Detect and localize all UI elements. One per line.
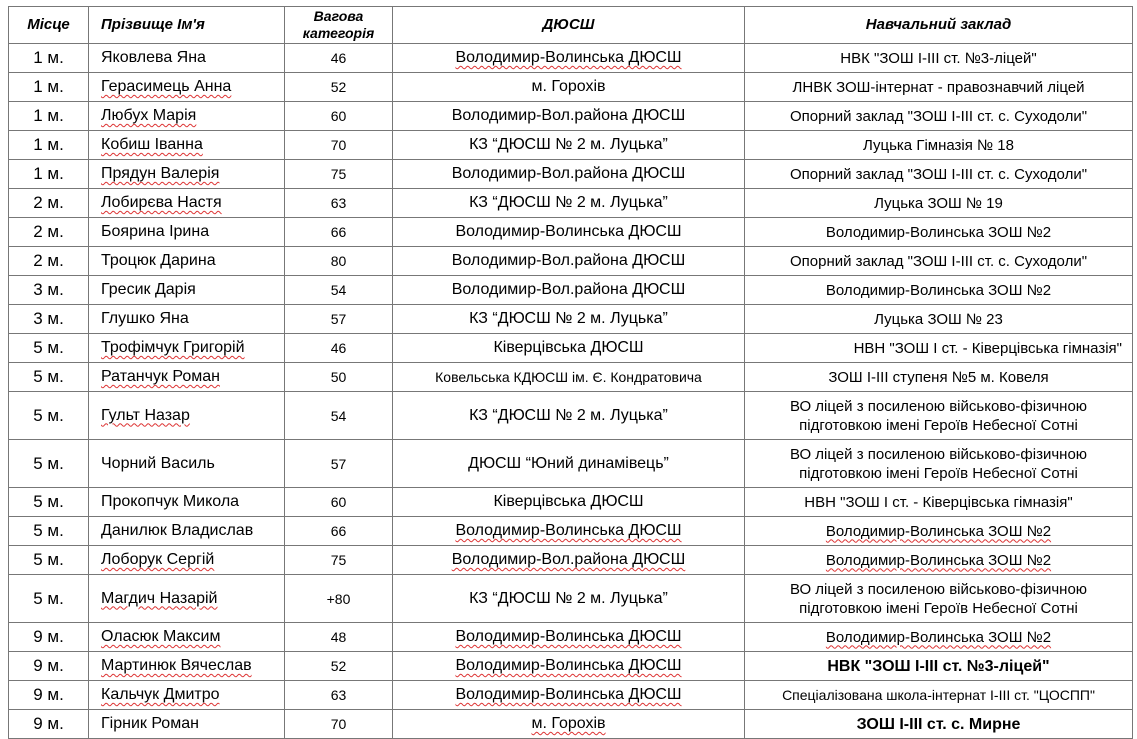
table-row bbox=[9, 102, 1133, 131]
weight-cell: 75 bbox=[285, 546, 393, 575]
weight-cell: 80 bbox=[285, 247, 393, 276]
name-cell bbox=[89, 189, 285, 218]
institution-cell: НВН "ЗОШ І ст. - Ківерцівська гімназія" bbox=[745, 334, 1133, 363]
table-row bbox=[9, 517, 1133, 546]
school-cell: Ківерцівська ДЮСШ bbox=[393, 488, 745, 517]
institution-cell bbox=[745, 517, 1133, 546]
table-row bbox=[9, 305, 1133, 334]
school-text: Володимир-Волинська ДЮСШ bbox=[455, 628, 682, 645]
school-cell: ДЮСШ “Юний динамівець” bbox=[393, 440, 745, 488]
name-cell: Боярина Ірина bbox=[89, 218, 285, 247]
name-text: Прядун Валерія bbox=[101, 165, 220, 182]
institution-cell: Опорний заклад "ЗОШ І-ІІІ ст. с. Суходоли" bbox=[745, 102, 1133, 131]
table-row bbox=[9, 392, 1133, 440]
weight-cell: 54 bbox=[285, 392, 393, 440]
weight-cell: 57 bbox=[285, 305, 393, 334]
school-cell: Ківерцівська ДЮСШ bbox=[393, 334, 745, 363]
name-cell bbox=[89, 73, 285, 102]
weight-cell: 46 bbox=[285, 44, 393, 73]
place-cell: 2 м. bbox=[9, 189, 89, 218]
place-cell: 9 м. bbox=[9, 623, 89, 652]
weight-cell: 48 bbox=[285, 623, 393, 652]
school-cell: Володимир-Волинська ДЮСШ bbox=[393, 218, 745, 247]
weight-cell: 70 bbox=[285, 131, 393, 160]
name-text: Кальчук Дмитро bbox=[101, 686, 220, 703]
name-cell: Яковлева Яна bbox=[89, 44, 285, 73]
place-cell: 5 м. bbox=[9, 517, 89, 546]
school-cell: КЗ “ДЮСШ № 2 м. Луцька” bbox=[393, 575, 745, 623]
table-row bbox=[9, 575, 1133, 623]
name-text: Магдич Назарій bbox=[101, 589, 218, 607]
table-row bbox=[9, 189, 1133, 218]
place-cell: 5 м. bbox=[9, 546, 89, 575]
name-cell: Данилюк Владислав bbox=[89, 517, 285, 546]
table-row bbox=[9, 681, 1133, 710]
name-cell: Чорний Василь bbox=[89, 440, 285, 488]
place-cell: 9 м. bbox=[9, 681, 89, 710]
weight-cell: 52 bbox=[285, 73, 393, 102]
institution-cell: ЛНВК ЗОШ-інтернат - правознавчий ліцей bbox=[745, 73, 1133, 102]
weight-cell: 63 bbox=[285, 189, 393, 218]
institution-cell: Спеціалізована школа-інтернат І-ІІІ ст. "ЦОСПП" bbox=[745, 681, 1133, 710]
table-row bbox=[9, 276, 1133, 305]
name-text: Ратанчук Роман bbox=[101, 368, 220, 385]
school-cell bbox=[393, 546, 745, 575]
institution-cell: Опорний заклад "ЗОШ І-ІІІ ст. с. Суходоли" bbox=[745, 160, 1133, 189]
school-text: Володимир-Вол.района ДЮСШ bbox=[451, 551, 686, 568]
name-cell bbox=[89, 575, 285, 623]
school-cell: Володимир-Вол.района ДЮСШ bbox=[393, 160, 745, 189]
name-cell: Прокопчук Микола bbox=[89, 488, 285, 517]
institution-cell: Володимир-Волинська ЗОШ №2 bbox=[745, 218, 1133, 247]
table-row bbox=[9, 44, 1133, 73]
header-institution: Навчальний заклад bbox=[745, 7, 1133, 44]
name-text: Кобиш Іванна bbox=[101, 136, 203, 153]
name-cell: Гресик Дарія bbox=[89, 276, 285, 305]
table-row bbox=[9, 131, 1133, 160]
institution-cell: Луцька ЗОШ № 19 bbox=[745, 189, 1133, 218]
name-cell: Троцюк Дарина bbox=[89, 247, 285, 276]
name-cell bbox=[89, 102, 285, 131]
school-cell: Володимир-Вол.района ДЮСШ bbox=[393, 276, 745, 305]
place-cell: 1 м. bbox=[9, 44, 89, 73]
results-table bbox=[8, 6, 1133, 739]
name-cell bbox=[89, 652, 285, 681]
name-cell: Гірник Роман bbox=[89, 710, 285, 739]
name-cell bbox=[89, 160, 285, 189]
table-row bbox=[9, 488, 1133, 517]
place-cell: 5 м. bbox=[9, 392, 89, 440]
table-row bbox=[9, 440, 1133, 488]
table-row bbox=[9, 710, 1133, 739]
name-cell bbox=[89, 392, 285, 440]
table-row bbox=[9, 160, 1133, 189]
name-cell bbox=[89, 681, 285, 710]
name-cell bbox=[89, 131, 285, 160]
institution-cell: НВН "ЗОШ І ст. - Ківерцівська гімназія" bbox=[745, 488, 1133, 517]
weight-cell: 60 bbox=[285, 102, 393, 131]
name-cell bbox=[89, 363, 285, 392]
weight-cell: 60 bbox=[285, 488, 393, 517]
school-cell bbox=[393, 652, 745, 681]
institution-cell bbox=[745, 546, 1133, 575]
school-text: Володимир-Волинська ДЮСШ bbox=[455, 686, 682, 703]
header-place: Місце bbox=[9, 7, 89, 44]
name-cell bbox=[89, 623, 285, 652]
place-cell: 2 м. bbox=[9, 247, 89, 276]
place-cell: 9 м. bbox=[9, 652, 89, 681]
institution-cell bbox=[745, 623, 1133, 652]
place-cell: 5 м. bbox=[9, 334, 89, 363]
institution-cell: НВК "ЗОШ І-ІІІ ст. №3-ліцей" bbox=[745, 652, 1133, 681]
weight-cell: 75 bbox=[285, 160, 393, 189]
school-cell: Ковельська КДЮСШ ім. Є. Кондратовича bbox=[393, 363, 745, 392]
name-cell: Глушко Яна bbox=[89, 305, 285, 334]
school-cell: КЗ “ДЮСШ № 2 м. Луцька” bbox=[393, 189, 745, 218]
weight-cell: 63 bbox=[285, 681, 393, 710]
table-row bbox=[9, 334, 1133, 363]
institution-text: Володимир-Волинська ЗОШ №2 bbox=[825, 522, 1052, 540]
name-text: Оласюк Максим bbox=[101, 628, 221, 645]
weight-cell: 70 bbox=[285, 710, 393, 739]
school-cell: КЗ “ДЮСШ № 2 м. Луцька” bbox=[393, 131, 745, 160]
place-cell: 5 м. bbox=[9, 575, 89, 623]
place-cell: 1 м. bbox=[9, 131, 89, 160]
school-text: Володимир-Волинська ДЮСШ bbox=[455, 657, 682, 674]
school-cell bbox=[393, 623, 745, 652]
place-cell: 3 м. bbox=[9, 305, 89, 334]
table-row bbox=[9, 652, 1133, 681]
institution-text: Володимир-Волинська ЗОШ №2 bbox=[825, 628, 1052, 646]
place-cell: 5 м. bbox=[9, 440, 89, 488]
header-row bbox=[9, 7, 1133, 44]
weight-cell: 50 bbox=[285, 363, 393, 392]
name-text: Лобирєва Настя bbox=[101, 194, 222, 211]
institution-cell: ЗОШ І-ІІІ ступеня №5 м. Ковеля bbox=[745, 363, 1133, 392]
school-cell: м. Горохів bbox=[393, 73, 745, 102]
place-cell: 9 м. bbox=[9, 710, 89, 739]
school-cell: КЗ “ДЮСШ № 2 м. Луцька” bbox=[393, 305, 745, 334]
institution-cell: Володимир-Волинська ЗОШ №2 bbox=[745, 276, 1133, 305]
place-cell: 2 м. bbox=[9, 218, 89, 247]
table-row bbox=[9, 73, 1133, 102]
institution-cell: Луцька Гімназія № 18 bbox=[745, 131, 1133, 160]
school-text: Володимир-Волинська ДЮСШ bbox=[455, 522, 682, 539]
place-cell: 3 м. bbox=[9, 276, 89, 305]
weight-cell: 46 bbox=[285, 334, 393, 363]
weight-cell: 66 bbox=[285, 218, 393, 247]
institution-cell: ВО ліцей з посиленою військово-фізичною підготовкою імені Героїв Небесної Сотні bbox=[745, 575, 1133, 623]
institution-cell: ЗОШ І-ІІІ ст. с. Мирне bbox=[745, 710, 1133, 739]
name-cell bbox=[89, 334, 285, 363]
place-cell: 1 м. bbox=[9, 160, 89, 189]
name-text: Любух Марія bbox=[101, 107, 197, 124]
institution-cell: ВО ліцей з посиленою військово-фізичною підготовкою імені Героїв Небесної Сотні bbox=[745, 392, 1133, 440]
school-cell bbox=[393, 517, 745, 546]
name-cell bbox=[89, 546, 285, 575]
school-text: м. Горохів bbox=[531, 715, 606, 732]
institution-cell: ВО ліцей з посиленою військово-фізичною підготовкою імені Героїв Небесної Сотні bbox=[745, 440, 1133, 488]
place-cell: 5 м. bbox=[9, 488, 89, 517]
table-row bbox=[9, 546, 1133, 575]
name-text: Мартинюк Вячеслав bbox=[101, 657, 252, 674]
table-row bbox=[9, 247, 1133, 276]
school-cell: КЗ “ДЮСШ № 2 м. Луцька” bbox=[393, 392, 745, 440]
name-text: Герасимець Анна bbox=[101, 78, 232, 95]
place-cell: 1 м. bbox=[9, 73, 89, 102]
weight-cell: 54 bbox=[285, 276, 393, 305]
table-row bbox=[9, 363, 1133, 392]
institution-cell: Опорний заклад "ЗОШ І-ІІІ ст. с. Суходоли" bbox=[745, 247, 1133, 276]
header-weight: Вагова категорія bbox=[285, 7, 393, 44]
table-row bbox=[9, 218, 1133, 247]
school-cell bbox=[393, 681, 745, 710]
place-cell: 5 м. bbox=[9, 363, 89, 392]
school-cell: Володимир-Вол.района ДЮСШ bbox=[393, 247, 745, 276]
institution-cell: НВК "ЗОШ І-ІІІ ст. №3-ліцей" bbox=[745, 44, 1133, 73]
header-name: Прізвище Ім'я bbox=[89, 7, 285, 44]
institution-cell: Луцька ЗОШ № 23 bbox=[745, 305, 1133, 334]
school-cell bbox=[393, 44, 745, 73]
school-cell bbox=[393, 710, 745, 739]
school-text: Володимир-Волинська ДЮСШ bbox=[455, 49, 682, 66]
weight-cell: 52 bbox=[285, 652, 393, 681]
name-text: Трофімчук Григорій bbox=[101, 339, 245, 356]
weight-cell: 57 bbox=[285, 440, 393, 488]
table-row bbox=[9, 623, 1133, 652]
weight-cell: 66 bbox=[285, 517, 393, 546]
school-cell: Володимир-Вол.района ДЮСШ bbox=[393, 102, 745, 131]
name-text: Лоборук Сергій bbox=[101, 551, 215, 568]
weight-cell: +80 bbox=[285, 575, 393, 623]
header-school: ДЮСШ bbox=[393, 7, 745, 44]
place-cell: 1 м. bbox=[9, 102, 89, 131]
name-text: Гульт‌ Назар bbox=[101, 406, 190, 424]
institution-text: Володимир-Волинська ЗОШ №2 bbox=[825, 551, 1052, 569]
